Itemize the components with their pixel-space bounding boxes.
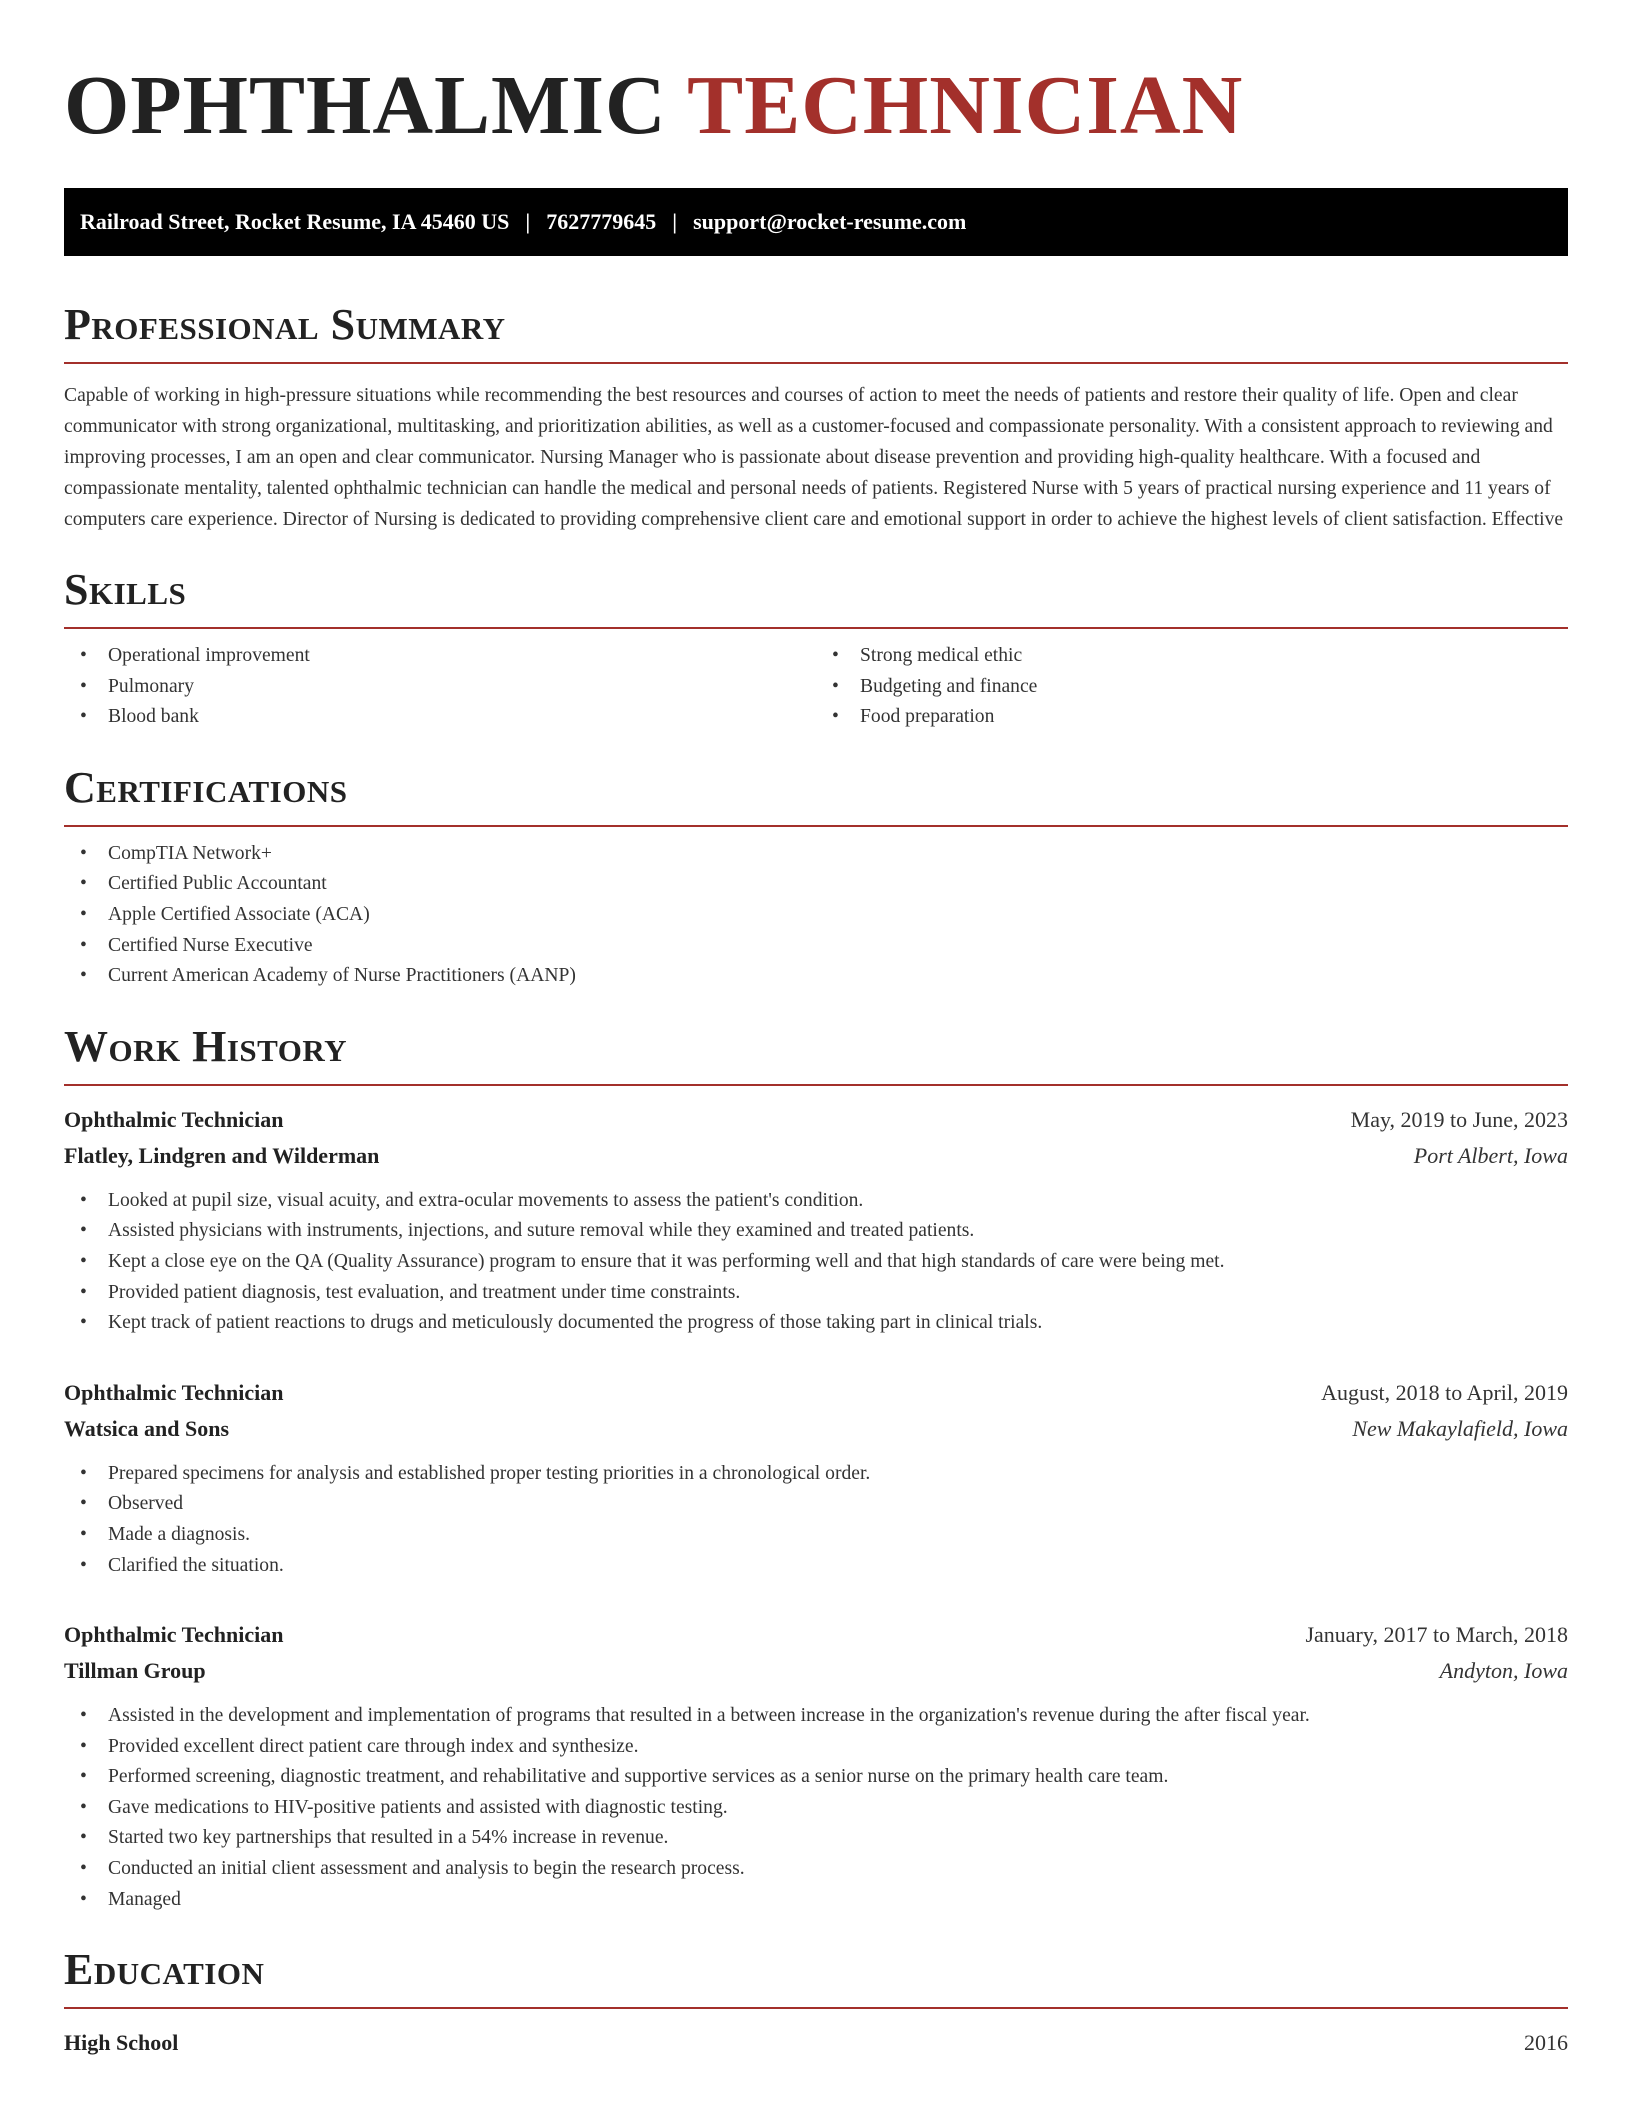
job-duty: • Kept track of patient reactions to drugs and meticulously documented the progress of those taking part in clinical trials. <box>80 1308 1568 1339</box>
skills-section <box>64 565 1568 733</box>
skills-heading: Skills <box>64 565 187 614</box>
job-duty: • Assisted physicians with instruments, injections, and suture removal while they examined and treated patients. <box>80 1216 1568 1247</box>
title-first-word: OPHTHALMIC <box>64 59 667 152</box>
education-entry <box>64 2025 1568 2061</box>
education-heading: Education <box>64 1945 265 1995</box>
job-duty: • Made a diagnosis. <box>80 1520 1568 1551</box>
skills-right-list <box>816 641 1568 733</box>
education-section <box>64 1945 1568 2061</box>
job-duties-list <box>64 1186 1568 1339</box>
education-year: 2016 <box>1524 2030 1568 2056</box>
job-duty: • Looked at pupil size, visual acuity, and extra-ocular movements to assess the patient's condition. <box>80 1186 1568 1217</box>
title-second-word: TECHNICIAN <box>687 59 1244 152</box>
skills-left-list <box>64 641 816 733</box>
job-subheader <box>64 1138 1568 1174</box>
job-duty: • Started two key partnerships that resulted in a 54% increase in revenue. <box>80 1823 1568 1854</box>
job-duty: • Conducted an initial client assessment and analysis to begin the research process. <box>80 1854 1568 1885</box>
skills-grid <box>64 641 1568 733</box>
job-duties-list <box>64 1701 1568 1915</box>
skill-item: • Food preparation <box>832 702 1568 733</box>
skill-item: • Pulmonary <box>80 672 816 703</box>
certification-item: • CompTIA Network+ <box>80 839 1568 870</box>
job-duty: • Performed screening, diagnostic treatment, and rehabilitative and supportive services as a senior nurse on the primary health care team. <box>80 1762 1568 1793</box>
job-duty: • Kept a close eye on the QA (Quality Assurance) program to ensure that it was performing well and that high standards of care were being met. <box>80 1247 1568 1278</box>
resume-title <box>64 56 1568 156</box>
summary-text: Capable of working in high-pressure situations while recommending the best resources and courses of action to meet the needs of patients and restore their quality of life. Open and clear communicator with strong organizational, multitasking, and prioritization abilities, as well as a customer-focused and compassionate personality. With a consistent approach to reviewing and improving processes, I am an open and clear communicator. Nursing Manager who is passionate about disease prevention and providing high-quality healthcare. With a focused and compassionate mentality, talented ophthalmic technician can handle the medical and personal needs of patients. Registered Nurse with 5 years of practical nursing experience and 11 years of computers care experience. Director of Nursing is dedicated to providing comprehensive client care and emotional support in order to achieve the highest levels of client satisfaction. Effective <box>64 385 1564 530</box>
job-header <box>64 1617 1568 1653</box>
job-duty: • Observed <box>80 1489 1568 1520</box>
skill-item: • Operational improvement <box>80 641 816 672</box>
section-divider <box>64 1084 1568 1086</box>
job-duty: • Provided patient diagnosis, test evaluation, and treatment under time constraints. <box>80 1278 1568 1309</box>
section-divider <box>64 825 1568 827</box>
job-duty: • Provided excellent direct patient care through index and synthesize. <box>80 1732 1568 1763</box>
contact-phone: 7627779645 <box>546 209 657 234</box>
certifications-section <box>64 763 1568 992</box>
job-duty: • Gave medications to HIV-positive patients and assisted with diagnostic testing. <box>80 1793 1568 1824</box>
job-company: Flatley, Lindgren and Wilderman <box>64 1142 380 1168</box>
job-duties-list <box>64 1459 1568 1581</box>
job-subheader <box>64 1411 1568 1447</box>
job-location: Andyton, Iowa <box>1439 1658 1568 1684</box>
certification-item: • Certified Public Accountant <box>80 869 1568 900</box>
section-divider <box>64 627 1568 629</box>
job-header <box>64 1102 1568 1138</box>
contact-address: Railroad Street, Rocket Resume, IA 45460 US <box>80 209 510 234</box>
job-dates: August, 2018 to April, 2019 <box>1321 1379 1568 1405</box>
work-history-section <box>64 1022 1568 1916</box>
job-location: New Makaylafield, Iowa <box>1352 1415 1568 1441</box>
summary-heading: Professional Summary <box>64 300 506 349</box>
job-title: Ophthalmic Technician <box>64 1379 284 1405</box>
job-title: Ophthalmic Technician <box>64 1106 284 1132</box>
job-dates: January, 2017 to March, 2018 <box>1305 1622 1568 1648</box>
contact-separator: | <box>525 209 531 234</box>
contact-bar <box>64 188 1568 256</box>
contact-separator: | <box>672 209 678 234</box>
job-title: Ophthalmic Technician <box>64 1622 284 1648</box>
certifications-heading: Certifications <box>64 762 348 812</box>
job-duty: • Assisted in the development and implementation of programs that resulted in a between increase in the organization's revenue during the after fiscal year. <box>80 1701 1568 1732</box>
certifications-list <box>64 839 1568 992</box>
certification-item: • Current American Academy of Nurse Practitioners (AANP) <box>80 961 1568 992</box>
skill-item: • Budgeting and finance <box>832 672 1568 703</box>
contact-email: support@rocket-resume.com <box>693 209 967 234</box>
job-company: Tillman Group <box>64 1658 206 1684</box>
job-subheader <box>64 1653 1568 1689</box>
education-header <box>64 2025 1568 2061</box>
work-history-heading: Work History <box>64 1021 348 1071</box>
job-duty: • Managed <box>80 1885 1568 1916</box>
summary-section <box>64 300 1568 535</box>
job-entry <box>64 1617 1568 1915</box>
skill-item: • Blood bank <box>80 702 816 733</box>
section-divider <box>64 2007 1568 2009</box>
job-dates: May, 2019 to June, 2023 <box>1350 1106 1568 1132</box>
job-entry <box>64 1375 1568 1581</box>
skill-item: • Strong medical ethic <box>832 641 1568 672</box>
job-duty: • Prepared specimens for analysis and established proper testing priorities in a chronological order. <box>80 1459 1568 1490</box>
section-divider <box>64 362 1568 364</box>
job-header <box>64 1375 1568 1411</box>
job-entry <box>64 1102 1568 1339</box>
certification-item: • Certified Nurse Executive <box>80 931 1568 962</box>
job-company: Watsica and Sons <box>64 1415 230 1441</box>
job-duty: • Clarified the situation. <box>80 1551 1568 1582</box>
education-degree: High School <box>64 2030 179 2056</box>
job-location: Port Albert, Iowa <box>1413 1142 1568 1168</box>
certification-item: • Apple Certified Associate (ACA) <box>80 900 1568 931</box>
